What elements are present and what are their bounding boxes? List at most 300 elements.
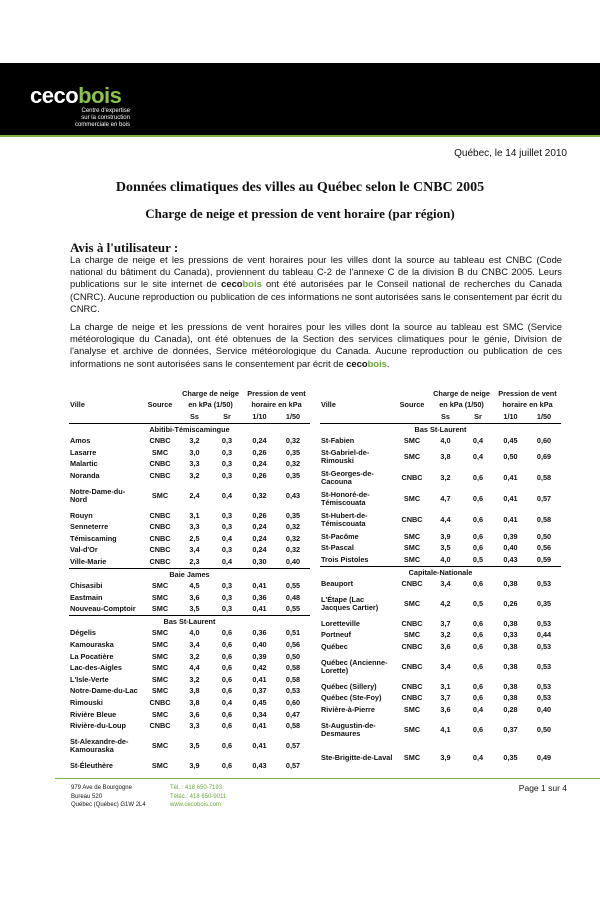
cell-ss: 3,5 (189, 741, 200, 751)
cell-ville: St-Georges-de-Cacouna (321, 469, 374, 487)
cell-v10: 0,26 (503, 598, 518, 608)
fax-number: Téléc.: 418 650-9011 (170, 793, 227, 800)
cell-v50: 0,58 (536, 515, 552, 525)
cell-source: SMC (151, 490, 169, 500)
cell-v50: 0,58 (285, 663, 301, 673)
cell-ss: 3,2 (189, 674, 200, 684)
cell-source: CNBC (149, 545, 171, 555)
cell-source: CNBC (401, 579, 423, 589)
cell-v10: 0,41 (503, 473, 518, 483)
cell-source: CNBC (149, 698, 171, 708)
table-row (69, 604, 310, 616)
cell-source: CNBC (142, 556, 178, 568)
cell-ville: Québec (321, 641, 348, 651)
col-header-source: Source (147, 400, 173, 410)
cell-ville: Québec (Ancienne-Lorette) (321, 657, 388, 675)
phone-number: Tél. : 418 650-7193 (170, 785, 223, 791)
cell-sr: 0,6 (221, 686, 233, 696)
table-row (69, 697, 310, 709)
cell-source: SMC (403, 724, 421, 734)
cell-sr: 0,4 (472, 436, 484, 446)
cell-source: CNBC (149, 470, 171, 480)
cell-ville: Notre-Dame-du-Nord (70, 486, 126, 504)
cell-source: SMC (151, 709, 169, 719)
cell-ville: Lasarre (70, 447, 97, 457)
cell-sr: 0,6 (472, 531, 484, 541)
cell-v10: 0,41 (252, 581, 267, 591)
table-row (69, 580, 310, 592)
cell-sr: 0,3 (221, 470, 233, 480)
cell-v50: 0,32 (285, 545, 301, 555)
cell-sr: 0,6 (221, 663, 233, 673)
cell-v50: 0,53 (536, 579, 552, 589)
cell-v10: 0,33 (503, 630, 518, 640)
cell-source: SMC (151, 592, 169, 602)
address-line: 979 Ave de Bourgogne (71, 785, 132, 791)
cell-ville: Québec (Sillery) (321, 681, 377, 691)
col-header-blank (320, 411, 395, 423)
cell-ss: 4,7 (440, 494, 451, 504)
col-header-wind-unit: horaire en kPa (502, 400, 553, 410)
cell-source: SMC (403, 630, 421, 640)
brand-name (221, 278, 262, 289)
col-header-snow: Charge de neige (433, 388, 490, 398)
cell-sr: 0,3 (211, 604, 243, 616)
address-line: Bureau 520 (71, 793, 103, 800)
cell-v50: 0,35 (285, 470, 301, 480)
cell-v10: 0,40 (252, 640, 267, 650)
cell-source: SMC (395, 554, 429, 566)
cell-v10: 0,35 (503, 752, 518, 762)
cell-sr: 0,6 (221, 651, 233, 661)
cell-v10: 0,39 (503, 531, 518, 541)
header-accent-line (0, 135, 600, 137)
cell-ville: Beauport (321, 579, 354, 589)
cell-ville: La Pocatière (70, 651, 114, 661)
cell-v50: 0,58 (285, 674, 301, 684)
cell-sr: 0,6 (472, 641, 484, 651)
table-row (320, 531, 561, 543)
cell-ville: L'Isle-Verte (70, 674, 109, 684)
cell-v10: 0,43 (252, 760, 267, 770)
cell-source: SMC (403, 494, 421, 504)
cell-v10: 0,36 (252, 628, 267, 638)
footer-address (71, 784, 146, 810)
cell-ss: 3,3 (189, 721, 200, 731)
cell-ss: 4,4 (440, 515, 451, 525)
cell-sr: 0,3 (221, 592, 233, 602)
cell-sr: 0,5 (462, 554, 494, 566)
cell-v50: 0,57 (536, 494, 552, 504)
table-row (69, 459, 310, 471)
address-line: Québec (Québec) G1W 2L4 (71, 802, 146, 808)
cell-v50: 0,53 (536, 693, 552, 703)
cell-sr: 0,6 (221, 674, 233, 684)
table-row (69, 533, 310, 545)
cell-sr: 0,6 (472, 515, 484, 525)
cell-ss: 3,8 (189, 698, 200, 708)
table-row (69, 628, 310, 640)
cell-source: CNBC (401, 693, 423, 703)
cell-sr: 0,6 (472, 724, 484, 734)
cell-sr: 0,3 (221, 459, 233, 469)
cell-ss: 4,0 (440, 436, 451, 446)
cell-sr: 0,5 (472, 598, 484, 608)
col-header-ville: Ville (321, 400, 336, 410)
col-header-wind-unit: horaire en kPa (251, 400, 302, 410)
cell-v50: 0,59 (527, 554, 561, 566)
cell-v10: 0,41 (252, 674, 267, 684)
cell-source: SMC (151, 674, 169, 684)
col-header-1-50: 1/50 (276, 411, 310, 423)
cell-source: CNBC (401, 681, 423, 691)
cell-ss: 3,2 (189, 470, 200, 480)
cell-v10: 0,42 (252, 663, 267, 673)
cell-ville: St-Pascal (321, 543, 354, 553)
logo-wordmark (30, 83, 121, 109)
cell-sr: 0,6 (472, 630, 484, 640)
cell-ville: Ste-Brigitte-de-Laval (321, 752, 393, 762)
col-header-1-10: 1/10 (243, 411, 276, 423)
col-header-blank (69, 411, 142, 423)
cell-ville: St-Honoré-de-Témiscouata (321, 490, 370, 508)
region-name: Abitibi-Témiscamingue (149, 424, 230, 434)
table-row (320, 554, 561, 566)
cell-ss: 3,4 (189, 640, 200, 650)
cell-ss: 3,0 (189, 447, 200, 457)
cell-ss: 3,6 (189, 709, 200, 719)
cell-v50: 0,58 (285, 721, 301, 731)
cell-ville: Noranda (70, 470, 100, 480)
notice-paragraph-1 (70, 254, 562, 315)
region-name: Baie James (169, 569, 210, 579)
cell-v10: 0,24 (252, 545, 267, 555)
cell-ville: Kamouraska (70, 640, 114, 650)
cell-ville: L'Étape (Lac Jacques Cartier) (321, 594, 379, 612)
cell-v50: 0,40 (276, 556, 310, 568)
col-header-source: Source (399, 400, 425, 410)
region-name: Bas St-Laurent (163, 616, 216, 626)
cell-ville: St-Pacôme (321, 531, 359, 541)
cell-sr: 0,3 (221, 545, 233, 555)
cell-sr: 0,3 (221, 510, 233, 520)
cecobois-logo (30, 83, 130, 129)
region-header-row (69, 423, 310, 435)
cell-ss: 4,2 (440, 598, 451, 608)
cell-ville: Val-d'Or (70, 545, 98, 555)
cell-ss: 3,2 (440, 473, 451, 483)
cell-v50: 0,53 (285, 686, 301, 696)
cell-ss: 3,4 (440, 579, 451, 589)
climate-table-left-body (69, 423, 310, 771)
cell-sr: 0,3 (221, 522, 233, 532)
cell-v50: 0,49 (536, 752, 552, 762)
cell-v10: 0,38 (503, 641, 518, 651)
cell-v10: 0,43 (494, 554, 527, 566)
col-header-wind: Pression de vent (498, 388, 557, 398)
cell-v10: 0,41 (243, 604, 276, 616)
cell-sr: 0,6 (472, 618, 484, 628)
table-row (69, 435, 310, 447)
cell-sr: 0,6 (472, 579, 484, 589)
cell-source: SMC (151, 651, 169, 661)
cell-ville: St-Hubert-de-Témiscouata (321, 511, 368, 529)
col-header-ville: Ville (70, 400, 85, 410)
table-row (69, 482, 310, 510)
cell-v10: 0,38 (503, 661, 518, 671)
cell-source: SMC (151, 628, 169, 638)
cell-ville: St-Alexandre-de-Kamouraska (70, 737, 129, 755)
cell-ss: 3,5 (440, 543, 451, 553)
brand-part: bois (367, 357, 387, 369)
region-name: Capitale-Nationale (408, 567, 473, 577)
cell-v50: 0,56 (285, 640, 301, 650)
cell-ville: Loretteville (321, 618, 360, 628)
cell-ville: Eastmain (70, 592, 103, 602)
cell-ville: Rivière Bleue (70, 709, 117, 719)
cell-sr: 0,6 (472, 693, 484, 703)
cell-ss: 2,3 (178, 556, 211, 568)
cell-source: SMC (151, 760, 169, 770)
cell-v50: 0,35 (536, 598, 552, 608)
cell-ville: Rouyn (70, 510, 93, 520)
logo-tagline-line: commerciale en bois (74, 122, 130, 128)
region-header-row (69, 616, 310, 628)
cell-v10: 0,24 (252, 522, 267, 532)
cell-v50: 0,57 (285, 760, 301, 770)
cell-v50: 0,32 (285, 436, 301, 446)
region-name: Bas St-Laurent (414, 424, 467, 434)
cell-v50: 0,55 (276, 604, 310, 616)
cell-v10: 0,26 (252, 447, 267, 457)
col-header-1-10: 1/10 (494, 411, 527, 423)
table-row (69, 662, 310, 674)
cell-v10: 0,32 (252, 490, 267, 500)
cell-v50: 0,60 (536, 436, 552, 446)
cell-v50: 0,47 (285, 709, 301, 719)
table-row (320, 489, 561, 510)
cell-v10: 0,34 (252, 709, 267, 719)
table-row (69, 674, 310, 686)
table-row (320, 578, 561, 590)
region-header-row (69, 568, 310, 580)
cell-source: SMC (403, 543, 421, 553)
cell-ville: St-Augustin-de-Desmaures (321, 720, 376, 738)
cell-sr: 0,6 (472, 473, 484, 483)
table-row (320, 468, 561, 489)
cell-v10: 0,36 (252, 592, 267, 602)
table-row (320, 641, 561, 653)
cell-v10: 0,40 (503, 543, 518, 553)
cell-v10: 0,38 (503, 579, 518, 589)
cell-ville: Lac-des-Aigles (70, 663, 122, 673)
cell-sr: 0,3 (221, 447, 233, 457)
cell-source: CNBC (149, 522, 171, 532)
table-row (69, 686, 310, 698)
cell-ss: 3,7 (440, 693, 451, 703)
cell-ss: 4,0 (429, 554, 462, 566)
cell-v10: 0,38 (503, 681, 518, 691)
cell-ss: 3,4 (189, 545, 200, 555)
cell-v50: 0,32 (285, 459, 301, 469)
cell-source: SMC (151, 741, 169, 751)
cell-ville: Dégelis (70, 628, 96, 638)
cell-source: CNBC (149, 436, 171, 446)
notice-text: La charge de neige et les pressions de vent horaires pour les villes dont la source au tableau est SMC (Service météorologique du Canada), ont été obtenues de la Section des services climatiques pour le génie, Division de l'analyse et archive de données, Service météorologique du Canada. Aucune reproduction ou publication de ces informations ne sont autorisées sans le consentement par écrit de (70, 321, 562, 369)
cell-source: SMC (151, 686, 169, 696)
col-header-ville-spacer (320, 388, 395, 400)
cell-sr: 0,4 (472, 752, 484, 762)
cell-source: CNBC (401, 661, 423, 671)
cell-sr: 0,4 (221, 490, 233, 500)
col-header-blank (395, 411, 429, 423)
col-header-ss: Ss (429, 411, 462, 423)
notice-text: ont été autorisées par le Conseil national de recherches du Canada (CNRC). Aucune reproduction ou publication de ces informations ne sont autorisées sans le consentement par écrit du CNRC. (70, 278, 562, 314)
table-row (320, 447, 561, 468)
brand-part: bois (242, 278, 262, 290)
footer-contact (170, 784, 226, 810)
cell-ss: 2,5 (189, 533, 200, 543)
cell-sr: 0,6 (472, 494, 484, 504)
cell-v50: 0,57 (285, 741, 301, 751)
cell-source: CNBC (401, 515, 423, 525)
cell-v10: 0,38 (503, 618, 518, 628)
table-row (320, 681, 561, 693)
cell-ville: Rivière-à-Pierre (321, 704, 375, 714)
notice-paragraph-2 (70, 321, 562, 370)
cell-source: CNBC (149, 721, 171, 731)
cell-ville: Senneterre (70, 522, 109, 532)
table-row (320, 630, 561, 642)
table-row (69, 732, 310, 760)
cell-source: SMC (151, 663, 169, 673)
col-header-ss: Ss (178, 411, 211, 423)
cell-ss: 3,3 (189, 522, 200, 532)
cell-ville: Amos (70, 436, 91, 446)
col-header-snow-unit: en kPa (1/50) (188, 400, 233, 410)
cell-sr: 0,6 (221, 741, 233, 751)
logo-word-bois: bois (78, 83, 122, 108)
cell-ss: 3,1 (189, 510, 200, 520)
table-row (69, 470, 310, 482)
cell-v10: 0,45 (503, 436, 518, 446)
cell-source: SMC (151, 447, 169, 457)
cell-v50: 0,56 (536, 543, 552, 553)
brand-part: ceco (346, 357, 368, 369)
cell-ville: Notre-Dame-du-Lac (70, 686, 138, 696)
brand-name (346, 358, 387, 369)
cell-ss: 3,3 (189, 459, 200, 469)
cell-v50: 0,53 (536, 661, 552, 671)
cell-ville: Malartic (70, 459, 98, 469)
table-row (69, 720, 310, 732)
col-header-ville-spacer (69, 388, 142, 400)
cell-ss: 3,2 (189, 436, 200, 446)
cell-sr: 0,3 (221, 436, 233, 446)
col-header-snow-unit: en kPa (1/50) (439, 400, 484, 410)
cell-source: SMC (403, 704, 421, 714)
table-row (69, 709, 310, 721)
cell-v50: 0,50 (536, 531, 552, 541)
cell-v50: 0,48 (285, 592, 301, 602)
website-link[interactable]: www.cecobois.com (170, 802, 222, 808)
cell-v50: 0,50 (536, 724, 552, 734)
cell-ss: 3,5 (178, 604, 211, 616)
cell-source: SMC (403, 598, 421, 608)
cell-ville: Portneuf (321, 630, 351, 640)
cell-sr: 0,4 (221, 698, 233, 708)
cell-v50: 0,53 (536, 681, 552, 691)
cell-ss: 3,6 (440, 641, 451, 651)
cell-v10: 0,24 (252, 459, 267, 469)
cell-v50: 0,53 (536, 641, 552, 651)
cell-sr: 0,6 (472, 661, 484, 671)
table-row (69, 510, 310, 522)
cell-v10: 0,24 (252, 436, 267, 446)
cell-source: SMC (403, 531, 421, 541)
cell-ville: Témiscaming (70, 533, 117, 543)
cell-ss: 3,2 (189, 651, 200, 661)
cell-ss: 3,6 (189, 592, 200, 602)
footer-divider (55, 778, 600, 779)
cell-source: SMC (151, 581, 169, 591)
cell-v10: 0,37 (252, 686, 267, 696)
cell-v10: 0,41 (252, 741, 267, 751)
climate-table-left (69, 388, 310, 772)
cell-ville: Trois Pistoles (320, 554, 395, 566)
cell-v10: 0,41 (503, 515, 518, 525)
cell-source: SMC (403, 452, 421, 462)
cell-ville: Rivière-du-Loup (70, 721, 126, 731)
table-row (320, 543, 561, 555)
cell-v50: 0,35 (285, 447, 301, 457)
notice-heading: Avis à l'utilisateur : (70, 240, 179, 255)
cell-v10: 0,39 (252, 651, 267, 661)
cell-ss: 3,4 (440, 661, 451, 671)
page-number: Page 1 sur 4 (518, 783, 567, 793)
cell-v10: 0,26 (252, 470, 267, 480)
cell-ss: 4,5 (189, 581, 200, 591)
cell-sr: 0,4 (221, 533, 233, 543)
cell-source: CNBC (401, 641, 423, 651)
cell-ss: 3,9 (440, 752, 451, 762)
cell-sr: 0,4 (472, 452, 484, 462)
cell-v50: 0,60 (285, 698, 301, 708)
col-header-wind: Pression de vent (247, 388, 306, 398)
cell-v10: 0,24 (252, 533, 267, 543)
col-header-sr: Sr (462, 411, 494, 423)
cell-ville: Ville-Marie (69, 556, 142, 568)
table-row (69, 447, 310, 459)
cell-v50: 0,35 (285, 510, 301, 520)
cell-sr: 0,6 (221, 721, 233, 731)
logo-tagline-line: Centre d'expertise (81, 108, 130, 114)
cell-ville: Rimouski (70, 698, 103, 708)
logo-word-ceco: ceco (30, 83, 79, 108)
cell-ss: 3,8 (189, 686, 200, 696)
table-row (320, 435, 561, 447)
notice-text: La charge de neige et les pressions de vent horaires pour les villes dont la source au tableau est CNBC (Code national du bâtiment du Canada), proviennent du tableau C-2 de l'annexe C de la division B du CNBC 2005. Leurs publications sur le site internet de (70, 254, 562, 290)
col-header-blank (142, 411, 178, 423)
table-row (320, 716, 561, 744)
col-header-source-spacer (395, 388, 429, 400)
cell-ss: 3,1 (440, 681, 451, 691)
cell-v50: 0,43 (285, 490, 301, 500)
cell-v50: 0,50 (285, 651, 301, 661)
logo-tagline-line: sur la construction (81, 115, 130, 121)
cell-sr: 0,3 (221, 581, 233, 591)
cell-ss: 3,8 (440, 452, 451, 462)
